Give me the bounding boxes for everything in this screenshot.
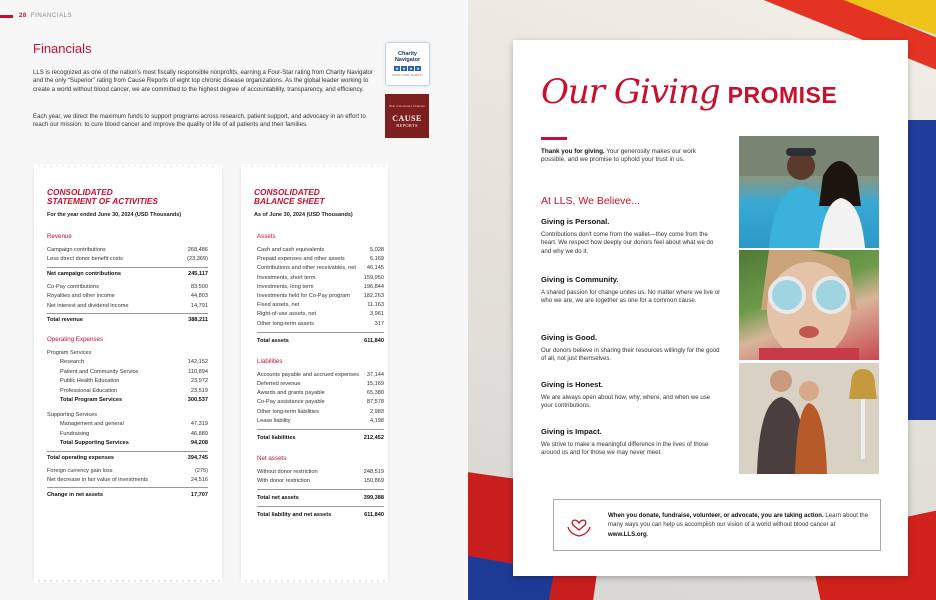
star-icon: ★ — [409, 66, 413, 71]
belief-heading: Giving is Personal. — [541, 217, 610, 226]
subtotal-row — [60, 397, 208, 404]
row-label: With donor restriction — [257, 478, 310, 485]
revenue-heading: Revenue — [47, 233, 72, 240]
row-label: Net campaign contributions — [47, 270, 121, 277]
page-title: Financials — [33, 41, 92, 56]
balance-date: As of June 30, 2024 (USD Thousands) — [254, 212, 353, 218]
row-value: 11,163 — [367, 302, 384, 309]
row-label: Campaign contributions — [47, 247, 106, 253]
table-rule — [47, 451, 208, 452]
cause-reports-badge — [385, 94, 429, 138]
charity-navigator-name: Charity Navigator — [394, 51, 421, 63]
row-label: Co-Pay assistance payable — [257, 399, 325, 406]
row-label: Co-Pay contributions — [47, 283, 99, 290]
star-icons — [394, 66, 421, 71]
accent-rule — [541, 137, 567, 140]
torn-edge-bottom — [34, 579, 222, 583]
row-value: 24,516 — [190, 477, 208, 483]
row-label: Investments, long term — [257, 283, 314, 290]
total-row — [257, 435, 384, 442]
row-label: Management and general — [60, 421, 124, 428]
row-value: 4,198 — [370, 417, 384, 424]
line-item — [257, 390, 384, 397]
line-item — [47, 468, 208, 475]
row-value: 65,380 — [366, 390, 384, 397]
row-label: Change in net assets — [47, 492, 103, 499]
belief-text: A shared passion for change unites us. No matter where we live or who we are, we are together as one for a common cause. — [541, 289, 721, 305]
row-label: Other long-term assets — [257, 320, 314, 327]
photo-illustration — [739, 363, 879, 474]
photo-couple-bell — [739, 363, 879, 474]
table-rule — [47, 487, 208, 488]
row-label: Other long-term liabilities — [257, 408, 319, 415]
row-label: Cash and cash equivalents — [257, 247, 325, 253]
row-label: Public Health Education — [60, 378, 120, 385]
row-value: 268,486 — [187, 247, 208, 253]
total-row — [47, 492, 208, 499]
statement-of-activities-card — [34, 167, 222, 580]
row-value: 23,972 — [190, 378, 208, 385]
table-rule — [47, 313, 208, 314]
row-value: 17,707 — [190, 492, 208, 499]
row-label: Fundraising — [60, 430, 90, 437]
belief-heading: Giving is Good. — [541, 333, 598, 342]
line-item — [257, 284, 384, 291]
row-label: Total revenue — [47, 317, 83, 323]
belief-heading: Giving is Impact. — [541, 427, 602, 436]
website-link[interactable]: www.LLS.org — [608, 530, 647, 538]
line-item — [60, 421, 208, 428]
row-label: Less direct donor benefit costs — [47, 256, 123, 263]
line-item — [60, 388, 208, 395]
believe-heading: At LLS, We Believe... — [541, 195, 641, 207]
row-label: Right-of-use assets, net — [257, 311, 317, 318]
activities-period: For the year ended June 30, 2024 (USD Thousands) — [47, 212, 182, 218]
photo-couple-smiling — [739, 136, 879, 248]
row-label: Total operating expenses — [47, 454, 115, 461]
table-rule — [257, 489, 384, 490]
row-value: 2,983 — [370, 408, 384, 415]
line-item — [257, 381, 384, 388]
row-value: 6,169 — [370, 256, 384, 263]
row-label: Investments, short term — [257, 274, 316, 281]
row-value: 245,117 — [188, 270, 208, 277]
row-label: Investments held for Co-Pay program — [257, 293, 350, 299]
torn-edge-top — [34, 164, 222, 168]
row-value: 611,840 — [364, 337, 384, 344]
row-value: 47,319 — [190, 421, 208, 428]
line-item — [257, 409, 384, 416]
row-value: 212,452 — [363, 435, 384, 441]
row-label: Net interest and dividend income — [47, 302, 129, 309]
assets-heading: Assets — [257, 233, 276, 240]
row-value: 142,152 — [187, 359, 208, 366]
line-item — [47, 256, 208, 263]
total-row — [257, 338, 384, 345]
total-row — [47, 317, 208, 324]
line-item — [60, 359, 208, 366]
photo-illustration — [739, 250, 879, 360]
row-label: Total liability and net assets — [257, 512, 332, 519]
line-item — [257, 321, 384, 328]
row-value: 94,208 — [190, 440, 208, 447]
net-assets-heading: Net assets — [257, 455, 287, 462]
page-number: 28 — [19, 13, 27, 19]
row-value: 611,840 — [364, 512, 384, 519]
row-label: Total Supporting Services — [60, 440, 129, 447]
cause-reports-line2: REPORTS — [396, 123, 418, 128]
activities-title: CONSOLIDATED STATEMENT OF ACTIVITIES — [47, 187, 158, 206]
belief-heading: Giving is Honest. — [541, 380, 604, 389]
row-label: Professional Education — [60, 387, 118, 394]
line-item — [257, 478, 384, 485]
thank-you-text: Thank you for giving. Your generosity makes our work possible, and we promise to uphold your trust in us. — [541, 148, 697, 164]
line-item — [47, 293, 208, 300]
row-label: Without donor restriction — [257, 469, 318, 475]
row-value: 14,791 — [190, 302, 208, 309]
row-value: 46,889 — [190, 430, 208, 437]
row-label: Fixed assets, net — [257, 302, 300, 309]
title-bold: PROMISE — [727, 82, 838, 108]
row-value: 110,894 — [188, 368, 208, 375]
row-value: 182,263 — [363, 293, 384, 299]
belief-heading: Giving is Community. — [541, 275, 619, 284]
row-label: Total net assets — [257, 495, 299, 502]
photo-illustration — [739, 136, 879, 248]
torn-edge-top — [241, 164, 388, 168]
row-label: Royalties and other income — [47, 293, 115, 300]
mission-paragraph: Each year, we direct the maximum funds to support programs across research, patient support, and advocacy in an effort to reach our mission: to cure blood cancer and improve the quality of life of all patients and their families. — [33, 113, 366, 129]
row-label: Lease liability — [257, 417, 291, 424]
table-rule — [257, 506, 384, 507]
line-item — [47, 284, 208, 291]
row-label: Research — [60, 359, 84, 366]
row-value: 37,144 — [366, 371, 384, 378]
balance-title: CONSOLIDATED BALANCE SHEET — [254, 187, 325, 206]
row-label: Net decrease in fair value of investments — [47, 477, 149, 483]
table-rule — [257, 429, 384, 430]
cta-text: When you donate, fundraise, volunteer, or advocate, you are taking action. Learn about the many ways you can help us accomplish our vision of a world without blood cancer at www.LLS.org. — [608, 511, 869, 538]
table-rule — [257, 332, 384, 333]
total-row — [257, 495, 384, 502]
total-row — [257, 512, 384, 519]
star-icon: ★ — [395, 66, 399, 71]
liabilities-heading: Liabilities — [257, 357, 283, 365]
intro-paragraph: LLS is recognized as one of the nation’s most fiscally responsible nonprofits, earning a Four-Star rating from Charity Navigator and the only “Superior” rating from Cause Reports of eight top chronic disease organizations. As the global leader working to create a world without blood cancer, we are committed to the highest degree of accountability, transparency, and efficiency. — [33, 69, 373, 93]
line-item — [47, 247, 208, 254]
row-value: 83,500 — [190, 283, 208, 290]
giving-promise-page — [468, 0, 936, 600]
photo-child-sunglasses — [739, 250, 879, 360]
row-label: Awards and grants payable — [257, 390, 325, 397]
row-value: 399,388 — [363, 495, 384, 502]
row-value: (275) — [194, 467, 208, 474]
belief-text: Our donors believe in sharing their resources willingly for the good of all, not just themselves. — [541, 347, 720, 363]
line-item — [257, 247, 384, 254]
line-item — [257, 372, 384, 379]
row-value: 3,961 — [370, 311, 384, 318]
header-bar — [0, 15, 13, 18]
call-to-action-box — [553, 499, 881, 551]
row-value: 15,169 — [366, 381, 384, 387]
row-label: Deferred revenue — [257, 381, 301, 387]
row-value: 317 — [374, 320, 384, 327]
row-value: 159,950 — [363, 274, 384, 281]
row-label: Patient and Community Service — [60, 368, 139, 375]
row-label: Foreign currency gain loss — [47, 467, 113, 474]
line-item — [47, 303, 208, 310]
line-item — [60, 369, 208, 376]
row-value: 388,211 — [188, 317, 208, 323]
belief-text: We are always open about how, why, where, and when we use your contributions. — [541, 394, 711, 410]
line-item — [257, 293, 384, 300]
heart-hands-icon — [566, 512, 592, 538]
row-value: 248,519 — [363, 469, 384, 475]
line-item — [257, 469, 384, 476]
torn-edge-bottom — [241, 579, 388, 583]
row-value: (23,369) — [187, 256, 208, 263]
star-icon: ★ — [402, 66, 406, 71]
giving-promise-poster — [513, 40, 908, 576]
row-label: Contributions and other receivables, net — [257, 265, 356, 272]
line-item — [257, 256, 384, 263]
charity-navigator-badge — [385, 42, 430, 86]
star-icon: ★ — [416, 66, 420, 71]
row-value: 394,745 — [187, 454, 208, 461]
line-item — [257, 399, 384, 406]
line-item — [60, 431, 208, 438]
row-value: 300,537 — [187, 397, 208, 403]
line-item — [257, 265, 384, 272]
row-value: 196,844 — [363, 283, 384, 290]
cause-reports-top: Best of America's Charities — [389, 104, 425, 108]
running-header — [0, 11, 72, 21]
subtotal-row — [60, 440, 208, 447]
line-item — [257, 418, 384, 425]
row-value: 23,519 — [190, 387, 208, 394]
row-value: 87,578 — [366, 399, 384, 406]
row-label: Accounts payable and accrued expenses — [257, 371, 359, 378]
program-services-heading: Program Services — [47, 350, 92, 356]
belief-text: We strive to make a meaningful difference in the lives of those around us and for those we may never meet. — [541, 441, 709, 457]
total-row — [47, 455, 208, 462]
line-item — [257, 311, 384, 318]
table-rule — [47, 267, 208, 268]
belief-text: Contributions don't come from the wallet—they come from the heart. We respect how deeply our donors feel about what we do and why we do it. — [541, 231, 714, 255]
row-label: Prepaid expenses and other assets — [257, 256, 345, 263]
line-item — [47, 477, 208, 484]
row-value: 44,803 — [190, 293, 208, 300]
poster-title — [541, 72, 837, 112]
supporting-services-heading: Supporting Services — [47, 412, 98, 418]
row-value: 46,145 — [366, 265, 384, 272]
row-label: Total assets — [257, 337, 289, 344]
balance-sheet-card — [241, 167, 388, 580]
line-item — [60, 378, 208, 385]
row-label: Total liabilities — [257, 435, 296, 441]
charity-navigator-caption: FOUR-STAR CHARITY — [391, 73, 424, 77]
row-label: Total Program Services — [60, 397, 123, 403]
section-label: FINANCIALS — [30, 13, 73, 19]
cause-reports-line1: CAUSE — [392, 114, 422, 123]
operating-expenses-heading: Operating Expenses — [47, 336, 104, 343]
line-item — [257, 275, 384, 282]
title-script: Our Giving — [541, 72, 720, 112]
line-item — [257, 302, 384, 309]
row-value: 150,869 — [363, 478, 384, 485]
row-value: 5,028 — [370, 247, 384, 253]
subtotal-row — [47, 271, 208, 278]
